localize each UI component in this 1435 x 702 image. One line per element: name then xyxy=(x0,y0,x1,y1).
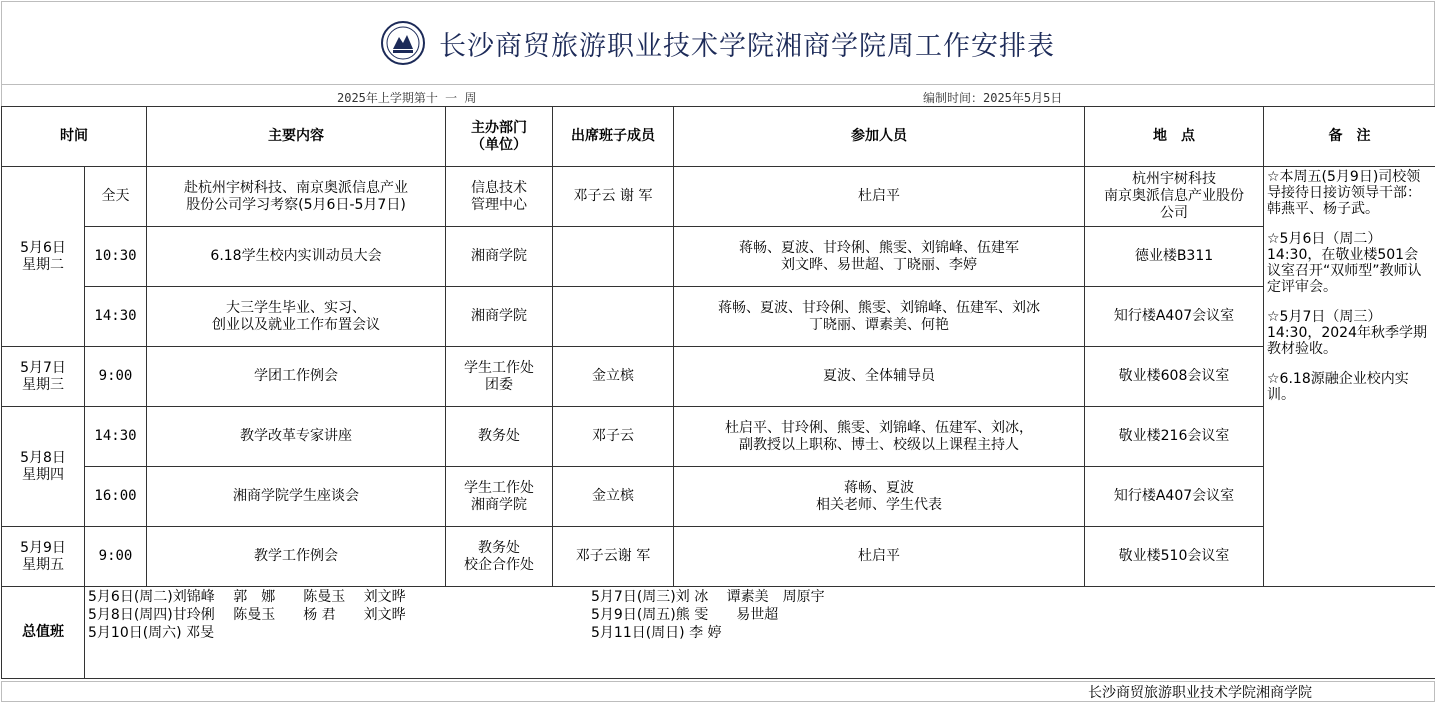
event-participants-cell: 杜启平、甘玲俐、熊雯、刘锦峰、伍建军、刘冰， 副教授以上职称、博士、校级以上课程主持人 xyxy=(674,407,1085,467)
day-date-cell: 5月7日 星期三 xyxy=(2,347,85,407)
event-participants-cell: 杜启平 xyxy=(674,527,1085,587)
event-time-cell: 9:00 xyxy=(85,527,147,587)
event-content-cell: 6.18学生校内实训动员大会 xyxy=(147,227,446,287)
event-leader-cell: 金立槟 xyxy=(553,467,674,527)
event-dept-cell: 信息技术 管理中心 xyxy=(446,167,553,227)
col-remarks: 备 注 xyxy=(1264,107,1435,167)
event-time-cell: 14:30 xyxy=(85,407,147,467)
table-row xyxy=(2,467,1435,527)
event-leader-cell: 邓子云 xyxy=(553,407,674,467)
duty-roster xyxy=(85,587,1435,679)
duty-label: 总值班 xyxy=(2,587,85,679)
table-row xyxy=(2,347,1435,407)
meta-row xyxy=(1,84,1435,107)
event-time-cell: 14:30 xyxy=(85,287,147,347)
event-location-cell: 敬业楼608会议室 xyxy=(1085,347,1264,407)
event-dept-cell: 学生工作处 团委 xyxy=(446,347,553,407)
event-dept-cell: 教务处 xyxy=(446,407,553,467)
col-participants: 参加人员 xyxy=(674,107,1085,167)
event-dept-cell: 湘商学院 xyxy=(446,227,553,287)
school-seal-icon xyxy=(381,21,425,65)
page-title: 长沙商贸旅游职业技术学院湘商学院周工作安排表 xyxy=(439,24,1055,63)
col-content: 主要内容 xyxy=(147,107,446,167)
table-row xyxy=(2,227,1435,287)
event-content-cell: 湘商学院学生座谈会 xyxy=(147,467,446,527)
remark-item: ☆5月6日（周二）14:30，在敬业楼501会议室召开“双师型”教师认定评审会。 xyxy=(1267,231,1432,295)
table-row xyxy=(2,407,1435,467)
event-participants-cell: 蒋畅、夏波 相关老师、学生代表 xyxy=(674,467,1085,527)
duty-row xyxy=(2,587,1435,679)
event-time-cell: 10:30 xyxy=(85,227,147,287)
event-content-cell: 教学工作例会 xyxy=(147,527,446,587)
table-row xyxy=(2,527,1435,587)
duty-entry: 5月11日(周日) 李 婷 xyxy=(591,625,1091,642)
footer xyxy=(1,681,1435,702)
week-label: 2025年上学期第十 一 周 xyxy=(337,89,476,106)
table-row xyxy=(2,287,1435,347)
duty-entry: 5月10日(周六) 邓旻 xyxy=(88,625,591,642)
event-time-cell: 全天 xyxy=(85,167,147,227)
event-participants-cell: 蒋畅、夏波、甘玲俐、熊雯、刘锦峰、伍建军、刘冰 丁晓丽、谭素美、何艳 xyxy=(674,287,1085,347)
col-leader: 出席班子成员 xyxy=(553,107,674,167)
event-content-cell: 大三学生毕业、实习、 创业以及就业工作布置会议 xyxy=(147,287,446,347)
footer-org: 长沙商贸旅游职业技术学院湘商学院 xyxy=(1088,682,1312,702)
remark-item: ☆5月7日（周三）14:30，2024年秋季学期教材验收。 xyxy=(1267,309,1432,357)
event-dept-cell: 湘商学院 xyxy=(446,287,553,347)
table-row xyxy=(2,167,1435,227)
remarks-cell xyxy=(1264,167,1435,587)
event-participants-cell: 杜启平 xyxy=(674,167,1085,227)
event-content-cell: 教学改革专家讲座 xyxy=(147,407,446,467)
event-leader-cell xyxy=(553,287,674,347)
event-time-cell: 9:00 xyxy=(85,347,147,407)
event-location-cell: 德业楼B311 xyxy=(1085,227,1264,287)
compiled-date: 编制时间：2025年5月5日 xyxy=(923,89,1062,106)
remark-item: ☆6.18源融企业校内实训。 xyxy=(1267,371,1432,403)
day-date-cell: 5月6日 星期二 xyxy=(2,167,85,347)
duty-entry: 5月8日(周四)甘玲俐 陈曼玉 杨 君 刘文晔 xyxy=(88,607,591,624)
event-time-cell: 16:00 xyxy=(85,467,147,527)
event-location-cell: 知行楼A407会议室 xyxy=(1085,287,1264,347)
duty-entry: 5月9日(周五)熊 雯 易世超 xyxy=(591,607,1091,624)
duty-entry: 5月6日(周二)刘锦峰 郭 娜 陈曼玉 刘文晔 xyxy=(88,589,591,606)
event-leader-cell: 邓子云 谢 军 xyxy=(553,167,674,227)
col-location: 地 点 xyxy=(1085,107,1264,167)
event-leader-cell: 金立槟 xyxy=(553,347,674,407)
duty-entry: 5月7日(周三)刘 冰 谭素美 周原宇 xyxy=(591,589,1091,606)
schedule-body xyxy=(2,167,1435,679)
header-row xyxy=(2,107,1435,167)
col-dept: 主办部门 （单位） xyxy=(446,107,553,167)
event-content-cell: 赴杭州宇树科技、南京奥派信息产业 股份公司学习考察(5月6日-5月7日) xyxy=(147,167,446,227)
event-participants-cell: 蒋畅、夏波、甘玲俐、熊雯、刘锦峰、伍建军 刘文晔、易世超、丁晓丽、李婷 xyxy=(674,227,1085,287)
day-date-cell: 5月8日 星期四 xyxy=(2,407,85,527)
event-dept-cell: 学生工作处 湘商学院 xyxy=(446,467,553,527)
event-leader-cell: 邓子云谢 军 xyxy=(553,527,674,587)
day-date-cell: 5月9日 星期五 xyxy=(2,527,85,587)
event-location-cell: 敬业楼510会议室 xyxy=(1085,527,1264,587)
event-location-cell: 杭州宇树科技 南京奥派信息产业股份 公司 xyxy=(1085,167,1264,227)
event-location-cell: 知行楼A407会议室 xyxy=(1085,467,1264,527)
schedule-table xyxy=(1,106,1435,679)
title-bar xyxy=(1,1,1435,84)
remark-item: ☆本周五(5月9日)司校领导接待日接访领导干部：韩燕平、杨子武。 xyxy=(1267,169,1432,217)
col-time: 时间 xyxy=(2,107,147,167)
event-location-cell: 敬业楼216会议室 xyxy=(1085,407,1264,467)
event-dept-cell: 教务处 校企合作处 xyxy=(446,527,553,587)
event-leader-cell xyxy=(553,227,674,287)
event-content-cell: 学团工作例会 xyxy=(147,347,446,407)
event-participants-cell: 夏波、全体辅导员 xyxy=(674,347,1085,407)
